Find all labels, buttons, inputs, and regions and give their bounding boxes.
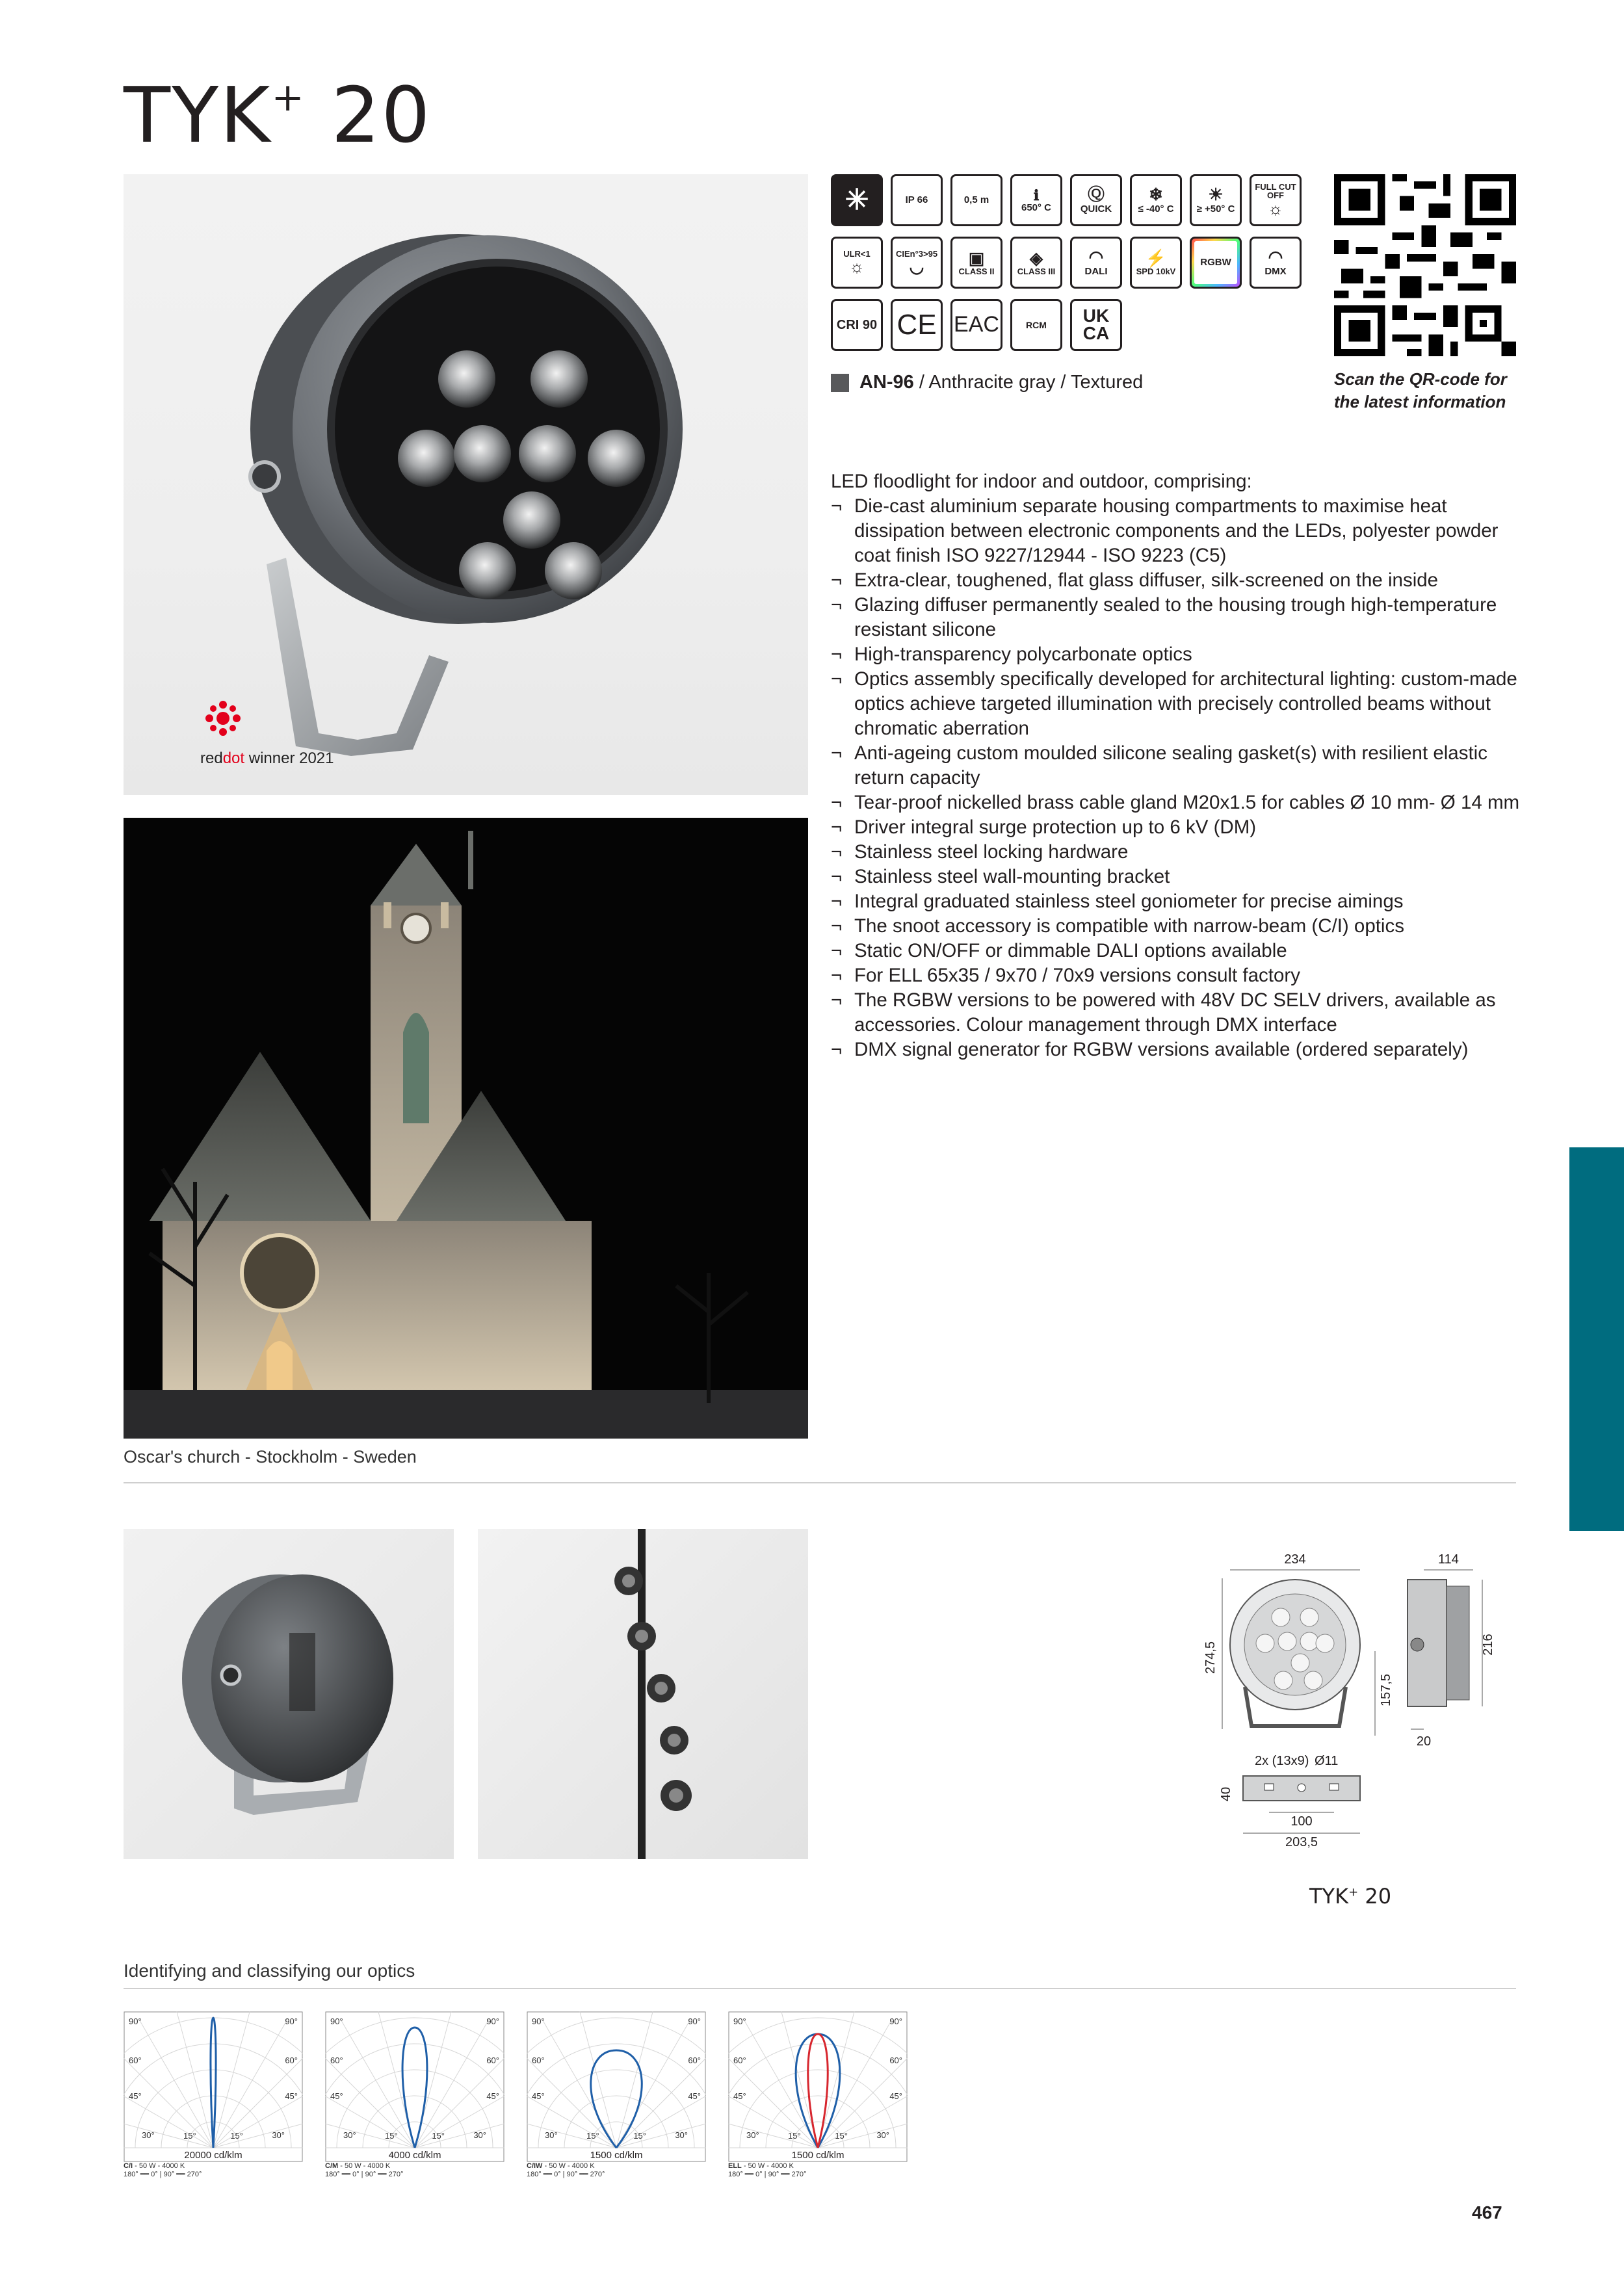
optic-label-ell: ELL - 50 W - 4000 K 180° ━━ 0° | 90° ━━ 270° [728,2162,807,2178]
polar-chart-cm [325,2011,504,2176]
rcm-mark-icon: RCM [1010,299,1062,351]
cri-icon: CRI 90 [831,299,883,351]
icon-row-1 [831,174,1302,226]
qr-caption: Scan the QR-code for the latest information [1334,369,1507,412]
eac-mark-icon: EAC [950,299,1002,351]
polar-angle-label: 45° [733,2091,746,2101]
icon-row-2 [831,237,1302,289]
list-item: ¬ Stainless steel wall-mounting bracket [831,865,1520,889]
polar-angle-label: 60° [889,2055,902,2065]
polar-angle-label: 15° [432,2131,445,2141]
list-item: ¬ Stainless steel locking hardware [831,840,1520,865]
polar-angle-label: 15° [586,2131,599,2141]
product-back-photo [124,1529,454,1859]
list-item: ¬ DMX signal generator for RGBW versions available (ordered separately) [831,1037,1520,1062]
finish-info: AN-96 / Anthracite gray / Textured [831,372,1143,393]
list-item: ¬ Integral graduated stainless steel goniometer for precise aimings [831,889,1520,914]
polar-angle-label: 45° [889,2091,902,2101]
polar-angle-label: 30° [473,2130,486,2140]
rgbw-inner: RGBW [1194,241,1237,284]
list-item: ¬ The snoot accessory is compatible with narrow-beam (C/I) optics [831,914,1520,939]
class-iii-icon: ◈ CLASS III [1010,237,1062,289]
church-illustration [124,818,808,1439]
optic-label-ciw: C/IW - 50 W - 4000 K 180° ━━ 0° | 90° ━━ 270° [527,2162,605,2178]
polar-angle-label: 90° [688,2016,701,2026]
polar-angle-label: 30° [545,2130,558,2140]
list-item: ¬ Anti-ageing custom moulded silicone sealing gasket(s) with resilient elastic return capacity [831,741,1520,790]
dimension-drawing [1196,1547,1495,1859]
polar-chart-ci [124,2011,303,2176]
ce-mark-icon: CE [891,299,943,351]
polar-angle-label: 15° [788,2131,801,2141]
optic-label-ci: C/I - 50 W - 4000 K 180° ━━ 0° | 90° ━━ 270° [124,2162,202,2178]
dim-slots: 2x (13x9) [1255,1754,1309,1768]
low-temp-icon: ❄ ≤ -40° C [1130,174,1182,226]
polar-angle-label: 60° [129,2055,142,2065]
model-label: TYK+ 20 [1309,1884,1392,1909]
product-description [831,469,1520,1062]
cie-icon: CIEn°3>95 ◡ [891,237,943,289]
polar-angle-label: 90° [486,2016,499,2026]
polar-intensity-label: 1500 cd/klm [590,2150,643,2161]
divider [124,1482,1516,1483]
pole-illustration [478,1529,808,1859]
polar-angle-label: 45° [285,2091,298,2101]
polar-angle-label: 90° [733,2016,746,2026]
polar-angle-label: 90° [889,2016,902,2026]
polar-chart-ciw [527,2011,706,2176]
ukca-mark-icon: UK CA [1070,299,1122,351]
finish-swatch [831,374,849,392]
polar-angle-label: 45° [688,2091,701,2101]
polar-angle-label: 15° [183,2131,196,2141]
dim-width: 234 [1284,1552,1306,1567]
polar-angle-label: 30° [876,2130,889,2140]
list-item: ¬ Die-cast aluminium separate housing compartments to maximise heat dissipation between electronic components and the LEDs, polyester powder coat finish ISO 9227/12944 - ISO 9223 (C5) [831,494,1520,568]
polar-angle-label: 30° [746,2130,759,2140]
church-caption: Oscar's church - Stockholm - Sweden [124,1447,417,1467]
polar-angle-label: 45° [330,2091,343,2101]
polar-angle-label: 90° [129,2016,142,2026]
list-item: ¬ Glazing diffuser permanently sealed to the housing trough high-temperature resistant silicone [831,593,1520,642]
description-intro: LED floodlight for indoor and outdoor, comprising: [831,471,1252,492]
rgbw-icon [1190,237,1242,289]
icon-row-3 [831,299,1122,351]
polar-angle-label: 45° [486,2091,499,2101]
quick-install-icon: Ⓠ QUICK [1070,174,1122,226]
list-item: ¬ Static ON/OFF or dimmable DALI options available [831,939,1520,963]
polar-chart-ell [728,2011,908,2176]
list-item: ¬ Tear-proof nickelled brass cable gland M20x1.5 for cables Ø 10 mm- Ø 14 mm [831,790,1520,815]
dim-body-height: 216 [1481,1634,1495,1656]
led-star-icon: ✳ [831,174,883,226]
product-photo [124,174,808,795]
polar-angle-label: 60° [330,2055,343,2065]
list-item: ¬ The RGBW versions to be powered with 48V DC SELV drivers, available as accessories. Colour management through DMX interface [831,988,1520,1037]
award-label: reddot winner 2021 [200,750,334,767]
dim-plate-width: 203,5 [1285,1835,1318,1849]
dim-bracket: 20 [1416,1734,1432,1749]
church-photo [124,818,808,1439]
list-item: ¬ Driver integral surge protection up to 6 kV (DM) [831,815,1520,840]
polar-angle-label: 30° [142,2130,155,2140]
polar-angle-label: 15° [633,2131,646,2141]
dali-icon: ◠ DALI [1070,237,1122,289]
polar-intensity-label: 1500 cd/klm [791,2150,845,2161]
dim-depth: 114 [1438,1552,1459,1567]
feature-list [831,494,1520,1062]
full-cut-off-icon: FULL CUT OFF ☼ [1250,174,1302,226]
optic-label-cm: C/M - 50 W - 4000 K 180° ━━ 0° | 90° ━━ 270° [325,2162,404,2178]
polar-angle-label: 60° [532,2055,545,2065]
list-item: ¬ High-transparency polycarbonate optics [831,642,1520,667]
pole-installation-photo [478,1529,808,1859]
ulr-icon: ULR<1 ☼ [831,237,883,289]
page-number: 467 [1472,2202,1502,2223]
optics-title: Identifying and classifying our optics [124,1961,415,1981]
dim-height: 274,5 [1203,1641,1218,1675]
polar-angle-label: 60° [688,2055,701,2065]
class-ii-icon: ▣ CLASS II [950,237,1002,289]
list-item: ¬ Extra-clear, toughened, flat glass diffuser, silk-screened on the inside [831,568,1520,593]
polar-angle-label: 30° [675,2130,688,2140]
distance-icon: 0,5 m [950,174,1002,226]
divider [124,1988,1516,1989]
list-item: ¬ Optics assembly specifically developed for architectural lighting: custom-made optics achieve targeted illumination with precisely controlled beams without chromatic aberration [831,667,1520,741]
list-item: ¬ For ELL 65x35 / 9x70 / 70x9 versions consult factory [831,963,1520,988]
product-title: TYK+ 20 [124,70,432,160]
dmx-icon: ◠ DMX [1250,237,1302,289]
dim-hole: Ø11 [1315,1754,1339,1768]
qr-code-icon[interactable] [1334,174,1516,356]
polar-angle-label: 30° [272,2130,285,2140]
polar-intensity-label: 20000 cd/klm [184,2150,242,2161]
polar-angle-label: 15° [835,2131,848,2141]
section-tab [1569,1147,1624,1531]
polar-angle-label: 15° [385,2131,398,2141]
polar-angle-label: 90° [330,2016,343,2026]
polar-angle-label: 30° [343,2130,356,2140]
spd-icon: ⚡ SPD 10kV [1130,237,1182,289]
polar-angle-label: 45° [129,2091,142,2101]
polar-intensity-label: 4000 cd/klm [388,2150,441,2161]
polar-angle-label: 60° [733,2055,746,2065]
dim-plate-height: 40 [1219,1786,1233,1802]
polar-angle-label: 15° [230,2131,243,2141]
glow-wire-icon: ℹ 650° C [1010,174,1062,226]
polar-angle-label: 60° [285,2055,298,2065]
floodlight-back-illustration [124,1529,454,1859]
dim-spacing: 100 [1290,1814,1313,1829]
polar-angle-label: 90° [285,2016,298,2026]
polar-angle-label: 45° [532,2091,545,2101]
red-dot-award-icon [200,696,246,741]
high-temp-icon: ☀ ≥ +50° C [1190,174,1242,226]
polar-angle-label: 60° [486,2055,499,2065]
ip66-icon: IP 66 [891,174,943,226]
polar-angle-label: 90° [532,2016,545,2026]
dim-base-height: 157,5 [1379,1673,1393,1707]
